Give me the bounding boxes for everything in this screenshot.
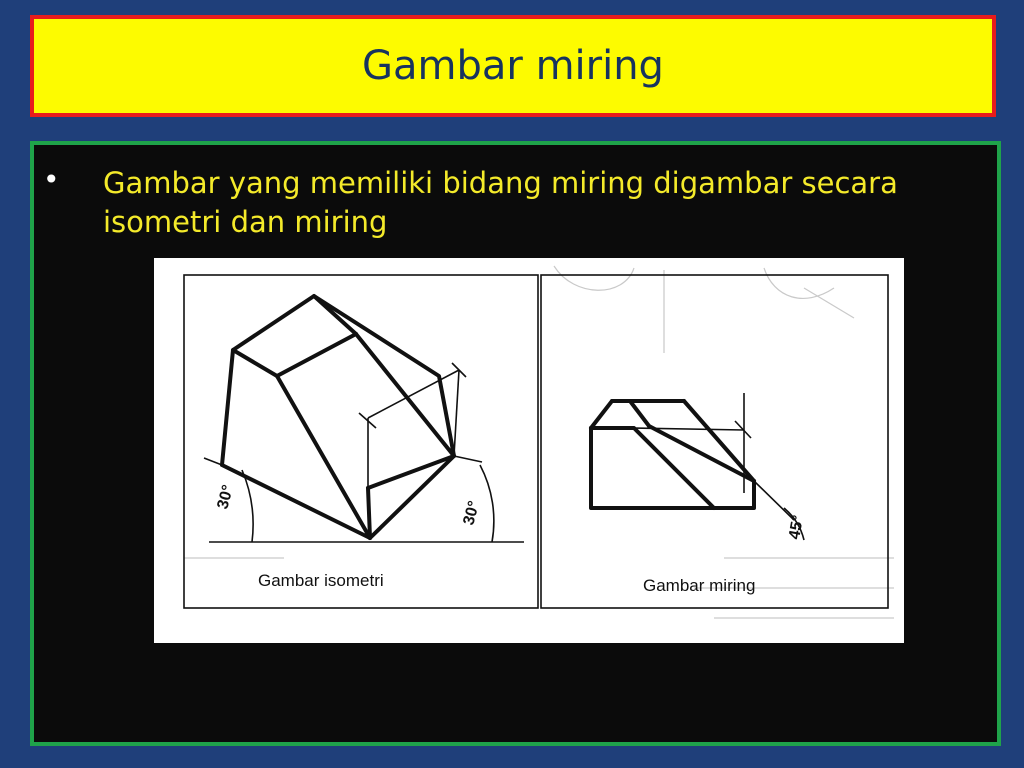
oblique-drawing xyxy=(591,393,807,541)
left-caption: Gambar isometri xyxy=(258,571,384,590)
left-angle-label-left: 30° xyxy=(214,483,238,512)
right-angle-label: 45° xyxy=(786,513,808,541)
left-angle-label-right: 30° xyxy=(460,499,484,528)
bullet-text: Gambar yang memiliki bidang miring digambar secara isometri dan miring xyxy=(103,166,898,239)
title-box xyxy=(30,15,996,117)
slide-title: Gambar miring xyxy=(362,43,664,89)
scan-background xyxy=(184,266,894,618)
figure-drawing xyxy=(154,258,904,643)
right-caption: Gambar miring xyxy=(643,576,756,595)
bullet-icon: • xyxy=(43,163,60,196)
isometric-drawing xyxy=(204,296,524,542)
content-box xyxy=(30,141,1001,746)
figure-image xyxy=(154,258,904,643)
